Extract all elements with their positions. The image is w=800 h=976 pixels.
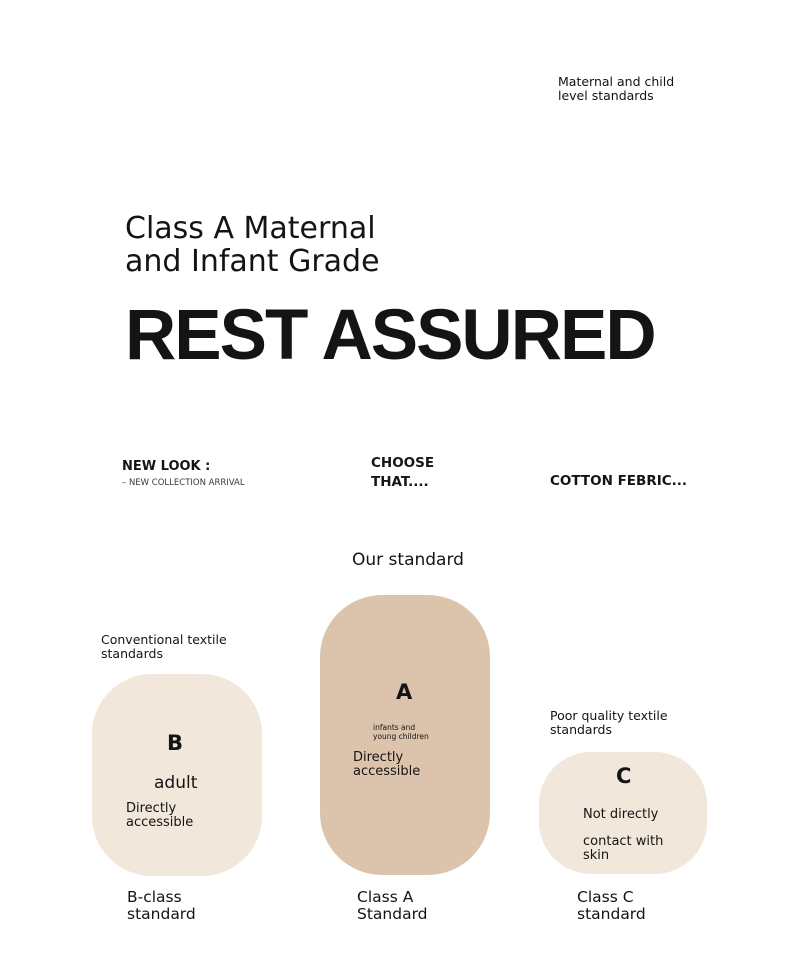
new-look-subtitle: – NEW COLLECTION ARRIVAL xyxy=(122,478,245,488)
card-a-caption: Class A Standard xyxy=(357,888,428,923)
card-b-description: Directly accessible xyxy=(126,801,194,830)
card-a-audience: infants and young children xyxy=(373,723,429,741)
hero-headline: REST ASSURED xyxy=(125,296,655,375)
card-c-caption: Class C standard xyxy=(577,888,646,923)
card-b-header: Conventional textile standards xyxy=(101,632,227,661)
new-look-tag: NEW LOOK : xyxy=(122,459,211,474)
choose-tag: CHOOSE THAT.... xyxy=(371,455,435,490)
card-b-caption: B-class standard xyxy=(127,888,196,923)
card-c-letter: C xyxy=(616,764,632,788)
card-a-letter: A xyxy=(396,680,413,704)
cotton-tag: COTTON FEBRIC... xyxy=(550,473,688,489)
card-c-description: Not directly xyxy=(583,807,659,822)
card-b-label: adult xyxy=(154,773,198,793)
card-a-description: Directly accessible xyxy=(353,750,421,779)
maternal-child-note: Maternal and child level standards xyxy=(558,74,675,103)
card-c-detail: contact with skin xyxy=(583,834,664,863)
card-b-letter: B xyxy=(167,731,184,755)
hero-subtitle: Class A Maternal and Infant Grade xyxy=(125,211,380,279)
our-standard-heading: Our standard xyxy=(352,550,464,570)
card-c-header: Poor quality textile standards xyxy=(550,708,668,737)
